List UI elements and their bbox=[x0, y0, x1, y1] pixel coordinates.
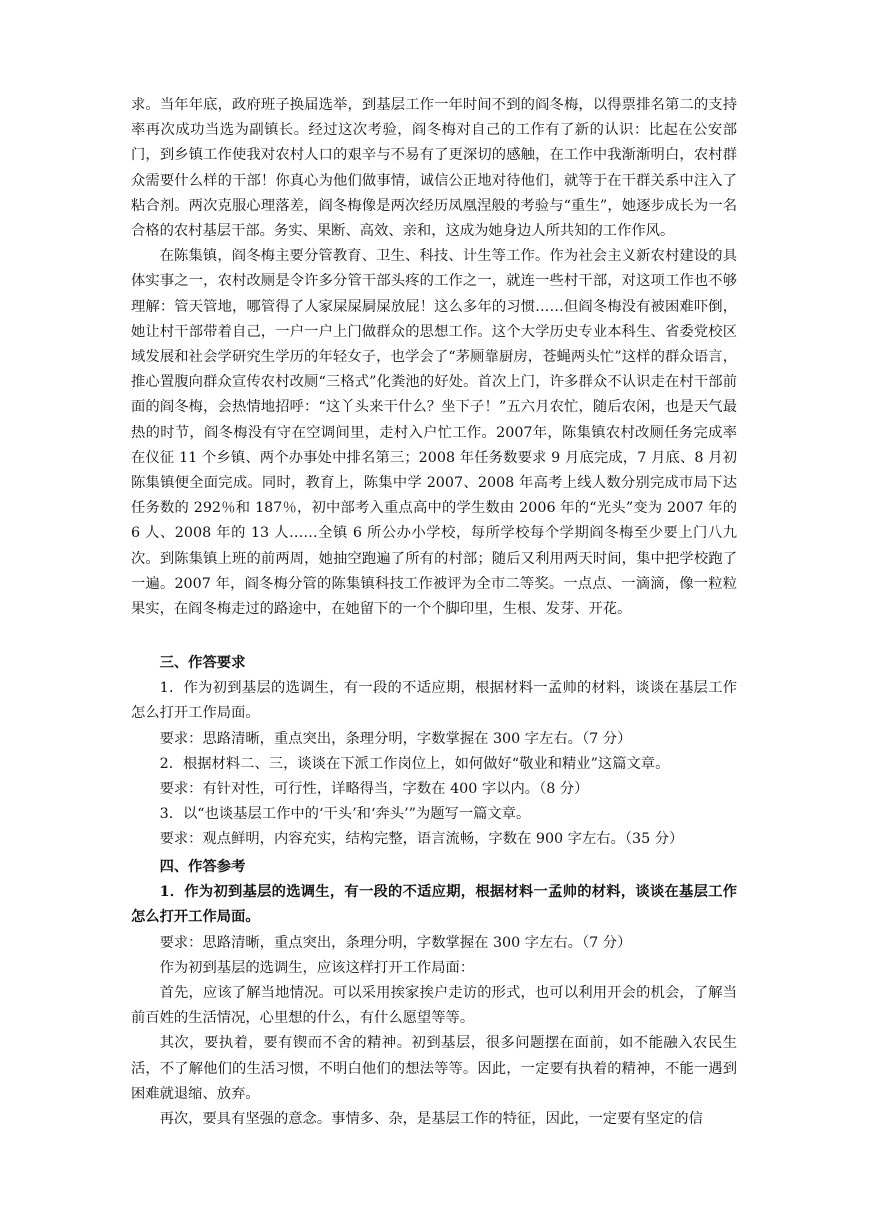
section-reference bbox=[131, 855, 737, 1132]
section-heading: 三、作答要求 bbox=[159, 655, 246, 671]
question-requirement: 要求：思路清晰，重点突出，条理分明，字数掌握在 300 字左右。（7 分） bbox=[159, 730, 632, 747]
paragraph: 求。当年年底，政府班子换届选举，到基层工作一年时间不到的阎冬梅，以得票排名第二的支持率再次成功当选为副镇长。经过这次考验，阎冬梅对自己的工作有了新的认识：比起在公安部门，到乡镇工作使我对农村人口的艰辛与不易有了更深切的感触，在工作中我渐渐明白，农村群众需要什么样的干部！你真心为他们做事情，诚信公正地对待他们，就等于在干群关系中注入了粘合剂。两次克服心理落差，阎冬梅像是两次经历凤凰涅般的考验与“重生”，她逐步成长为一名合格的农村基层干部。务实、果断、高效、亲和，这成为她身边人所共知的工作作风。 bbox=[131, 97, 737, 240]
section-requirements bbox=[131, 651, 737, 853]
question-item: 1．作为初到基层的选调生，有一段的不适应期，根据材料一孟帅的材料，谈谈在基层工作怎么打开工作局面。 bbox=[131, 884, 737, 926]
paragraph: 在陈集镇，阎冬梅主要分管教育、卫生、科技、计生等工作。作为社会主义新农村建设的具体实事之一，农村改厕是令许多分管干部头疼的工作之一，就连一些村干部，对这项工作也不够理解：管天管地，哪管得了人家屎屎屙屎放屁！这么多年的习惯……但阎冬梅没有被困难吓倒，她让村干部带着自己，一户一户上门做群众的思想工作。这个大学历史专业本科生、省委党校区域发展和社会学研究生学历的年轻女子，也学会了“茅厕靠厨房，苍蝇两头忙”这样的群众语言，推心置腹向群众宣传农村改厕“三格式”化粪池的好处。首次上门，许多群众不认识走在村干部前面的阎冬梅，会热情地招呼：“这丫头来干什么？坐下子！”五六月农忙，随后农闲，也是天气最热的时节，阎冬梅没有守在空调间里，走村入户忙工作。2007年，陈集镇农村改厕任务完成率在仪征 11 个乡镇、两个办事处中排名第三；2008 年任务数要求 9 月底完成，7 月底、8 月初陈集镇便全面完成。同时，教育上，陈集中学 2007、2008 年高考上线人数分别完成市局下达任务数的 292％和 187％，初中部考入重点高中的学生数由 2006 年的“光头”变为 2007 年的 6 人、2008 年的 13 人……全镇 6 所公办小学校，每所学校每个学期阎冬梅至少要上门八九次。到陈集镇上班的前两周，她抽空跑遍了所有的村部；随后又利用两天时间，集中把学校跑了一遍。2007 年，阎冬梅分管的陈集镇科技工作被评为全市二等奖。一点点、一滴滴，像一粒粒果实，在阎冬梅走过的路途中，在她留下的一个个脚印里，生根、发芽、开花。 bbox=[131, 248, 737, 618]
section-heading: 四、作答参考 bbox=[159, 859, 246, 875]
question-requirement: 要求：有针对性，可行性，详略得当，字数在 400 字以内。（8 分） bbox=[159, 781, 589, 798]
question-item: 3．以“也谈基层工作中的‘干头’和‘奔头’”为题写一篇文章。 bbox=[159, 806, 531, 823]
answer-lead: 作为初到基层的选调生，应该这样打开工作局面： bbox=[159, 959, 475, 976]
question-requirement: 要求：观点鲜明，内容充实，结构完整，语言流畅，字数在 900 字左右。（35 分） bbox=[159, 831, 684, 848]
answer-point: 再次，要具有坚强的意念。事情多、杂，是基层工作的特征，因此，一定要有坚定的信 bbox=[159, 1111, 703, 1128]
question-item: 2．根据材料二、三，谈谈在下派工作岗位上，如何做好“敬业和精业”这篇文章。 bbox=[159, 755, 670, 772]
material-text bbox=[131, 93, 737, 622]
question-item: 1．作为初到基层的选调生，有一段的不适应期，根据材料一孟帅的材料，谈谈在基层工作怎么打开工作局面。 bbox=[131, 680, 737, 722]
question-requirement: 要求：思路清晰，重点突出，条理分明，字数掌握在 300 字左右。（7 分） bbox=[159, 934, 632, 951]
answer-point: 其次，要执着，要有锲而不舍的精神。初到基层，很多问题摆在面前，如不能融入农民生活，不了解他们的生活习惯，不明白他们的想法等等。因此，一定要有执着的精神，不能一遇到困难就退缩、放弃。 bbox=[131, 1035, 737, 1102]
answer-point: 首先，应该了解当地情况。可以采用挨家挨户走访的形式，也可以利用开会的机会，了解当前百姓的生活情况，心里想的什么，有什么愿望等等。 bbox=[131, 985, 737, 1027]
